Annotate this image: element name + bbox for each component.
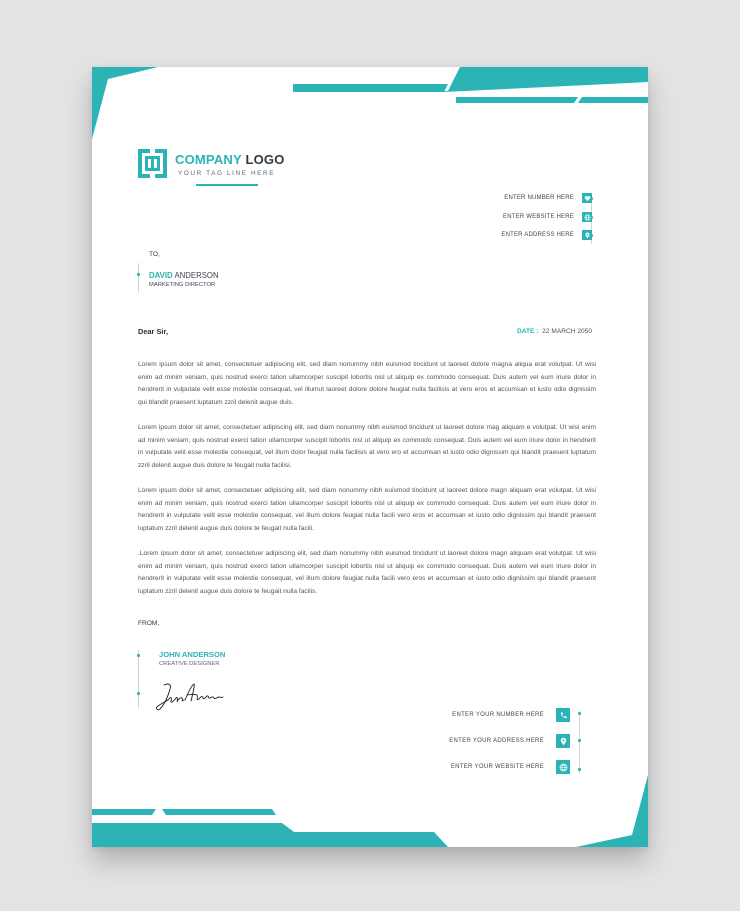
body-paragraph: Lorem ipsum dolor sit amet, consectetuer adipiscing elit, sed diam nonummy nibh euismod tincidunt ut laoreet dolore magn aliquam erat volutpat. Ut wisi enim ad minim veniam, quis nostrud exerci tation ullamcorper suscipit lobortis nisl ut aliquip ex commodo consequat. Duis autem vel eum iriure dolor in hendrerit in vulputate velit esse molestie consequat, vel illum dolore feugiat nulla facili vero eros et accumsan et iusto odio dignissim qui blandit praesent luptatum zzril delenit augue duis dolore te feugait nulla facili. [138,487,596,532]
logo-word: LOGO [245,152,285,167]
date-label: DATE : [516,328,539,335]
recipient-dot [137,273,140,276]
location-pin-icon [556,734,570,748]
header-number-text: ENTER NUMBER HERE [504,195,574,201]
recipient-divider [138,263,139,293]
recipient-first-name: DAVID [149,271,173,280]
logo-bracket-icon [138,149,167,178]
heart-icon [582,193,592,203]
contact-dot [578,768,581,771]
letter-date [517,328,592,335]
from-label: FROM, [138,620,160,627]
to-label: TO, [149,251,160,258]
company-word: COMPANY [175,152,242,167]
contact-dot [578,712,581,715]
body-paragraph: Lorem ipsum dolor sit amet, consectetuer adipiscing elit, sed diam nonummy nibh euismod tincidunt ut laoreet dolore magna aliqua erat volutpat. Ut wisi enim ad minim veniam, quis nostrud exerci tation ullamcorper suscipit lobortis nisl ut aliquip ex commodo consequat. Duis autem vel eum iriure dolor in hendrerit in vulputate velit esse molestie consequat, vel illumut laoreet dolore dolore feugiat nulla facilisis at vero eros et accumsan et iusto odio dignissim qui blandit praesent luptatum zzril delenit augue duis. [138,361,596,406]
sender-dot [137,654,140,657]
body-paragraph: Lorem ipsum dolor sit amet, consectetuer adipiscing elit, sed diam nonummy nibh euismod tincidunt ut laoreet dolore mag aliquam e volutpat. Ut wisi enim ad minim veniam, quis nostrud exerci tation ullamcorper suscipit lobortis nisl ut aliquip ex commodo consequat. Duis autem vel eum iriure dolor in hendrerit in vulputate velit esse molestie consequat, vel illum dolor feugiat nulla facilisis at vero ero et accumsan et iusto odio dignissim qui blandit praesent luptatum zzril delenit augue duis dolore te feugait nulla facilisi. [138,424,596,469]
footer-number-text: ENTER YOUR NUMBER HERE [452,712,544,718]
header-contact-address [392,229,592,241]
sender-name: JOHN ANDERSON [159,650,226,659]
signature [154,679,226,713]
salutation: Dear Sir, [138,327,168,336]
recipient-title: MARKETING DIRECTOR [149,282,216,288]
footer-contact-divider [579,711,580,773]
letterhead-page [92,67,648,847]
footer-contact-address [330,734,570,748]
header-website-text: ENTER WEBSITE HERE [503,214,574,220]
globe-icon [556,760,570,774]
date-value: 22 MARCH 2050 [542,328,592,335]
sender-dot [137,692,140,695]
header-contact-number [392,192,592,204]
header-contact-website [392,211,592,223]
footer-contact-website [330,760,570,774]
company-logo-text [175,152,285,167]
location-pin-icon [582,230,592,240]
sender-divider [138,650,139,708]
recipient-last-name: ANDERSON [174,271,219,280]
contact-dot [578,739,581,742]
phone-icon [556,708,570,722]
sender-title: CREATIVE DESIGNER [159,661,220,667]
body-paragraph: .Lorem ipsum dolor sit amet, consectetuer adipiscing elit, sed diam nonummy nibh euismod tincidunt ut laoreet dolore magn aliquam erat volutpat. Ut wisi enim ad minim veniam, quis nostrud exerci tation ullamcorper suscipit lobortis nisl ut aliquip ex commodo consequat. Duis autem vel eum iriure dolor in hendrerit in vulputate velit esse molestie consequat, vel illum dolore feugiat nulla facili vero eros et accumsan et iusto odio dignissim qui blandit praesent luptatum zzril delenit augue duis dolore te feugait nulla facilis. [138,550,596,595]
footer-address-text: ENTER YOUR ADDRESS HERE [449,738,544,744]
tagline-underline [196,184,258,186]
recipient-name [149,271,219,280]
tagline: YOUR TAG LINE HERE [178,170,276,177]
footer-contact-number [330,708,570,722]
footer-website-text: ENTER YOUR WEBSITE HERE [450,764,544,770]
globe-icon [582,212,592,222]
header-address-text: ENTER ADDRESS HERE [501,232,574,238]
